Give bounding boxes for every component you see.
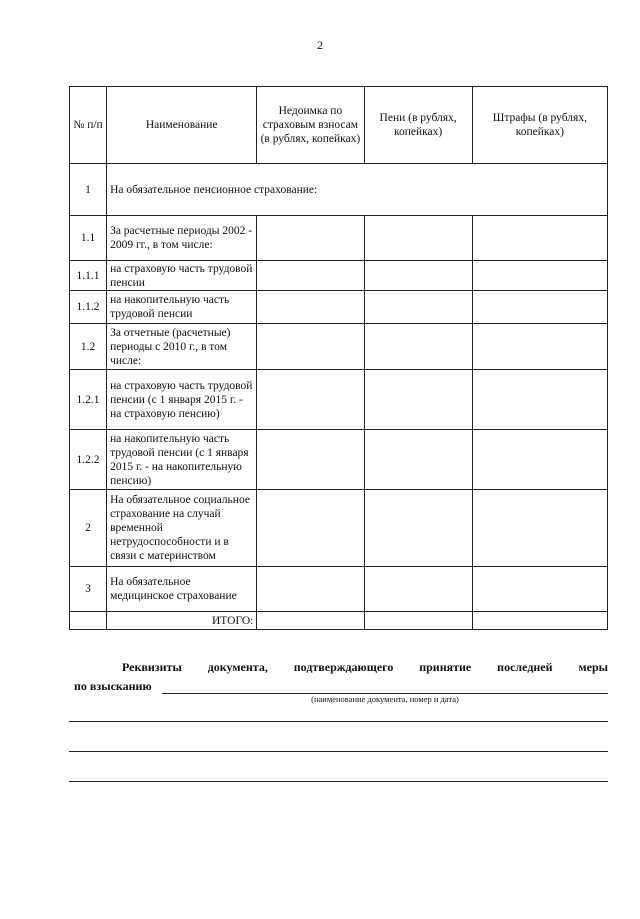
table-row	[70, 291, 608, 324]
total-label: ИТОГО:	[107, 612, 257, 630]
total-penalty-cell	[364, 612, 472, 630]
requisites-block	[74, 660, 608, 694]
blank-line[interactable]	[69, 751, 608, 752]
total-debt-cell	[257, 612, 364, 630]
table-row	[70, 324, 608, 370]
row-num: 1	[70, 164, 107, 216]
row-num: 1.1	[70, 216, 107, 261]
row-name: На обязательное пенсионное страхование:	[107, 164, 608, 216]
row-name: За отчетные (расчетные) периоды с 2010 г., в том числе:	[107, 324, 257, 370]
debt-cell	[257, 291, 364, 324]
penalty-cell	[364, 324, 472, 370]
penalty-cell	[364, 370, 472, 430]
fine-cell	[472, 430, 607, 490]
debt-cell	[257, 567, 364, 612]
debt-cell	[257, 324, 364, 370]
fine-cell	[472, 291, 607, 324]
row-num: 1.2.2	[70, 430, 107, 490]
document-requisites-field[interactable]	[162, 681, 608, 694]
requisites-word: Реквизиты	[122, 660, 182, 674]
row-name: на накопительную часть трудовой пенсии	[107, 291, 257, 324]
table-row	[70, 430, 608, 490]
debt-cell	[257, 490, 364, 567]
header-num: № п/п	[70, 87, 107, 164]
row-num: 3	[70, 567, 107, 612]
total-fine-cell	[472, 612, 607, 630]
debt-cell	[257, 216, 364, 261]
penalty-cell	[364, 216, 472, 261]
row-num: 1.1.1	[70, 261, 107, 291]
requisites-word: документа,	[207, 660, 268, 674]
row-name: За расчетные периоды 2002 - 2009 гг., в том числе:	[107, 216, 257, 261]
fine-cell	[472, 261, 607, 291]
total-num-cell	[70, 612, 107, 630]
requisites-line-2	[74, 679, 608, 694]
requisites-line-1	[74, 660, 608, 675]
table-row	[70, 216, 608, 261]
total-row	[70, 612, 608, 630]
row-num: 1.1.2	[70, 291, 107, 324]
fine-cell	[472, 324, 607, 370]
penalty-cell	[364, 291, 472, 324]
row-name: На обязательное социальное страхование на случай временной нетрудоспособности и в связи с материнством	[107, 490, 257, 567]
header-name: Наименование	[107, 87, 257, 164]
row-num: 2	[70, 490, 107, 567]
row-name: на страховую часть трудовой пенсии	[107, 261, 257, 291]
fine-cell	[472, 370, 607, 430]
fine-cell	[472, 490, 607, 567]
blank-line[interactable]	[69, 721, 608, 722]
debt-cell	[257, 430, 364, 490]
table-row	[70, 567, 608, 612]
requisites-word: меры	[578, 660, 608, 674]
table-row	[70, 370, 608, 430]
table-row	[70, 490, 608, 567]
row-name: на накопительную часть трудовой пенсии (с 1 января 2015 г. - на накопительную пенсию)	[107, 430, 257, 490]
row-num: 1.2	[70, 324, 107, 370]
debt-cell	[257, 261, 364, 291]
table-header-row	[70, 87, 608, 164]
row-num: 1.2.1	[70, 370, 107, 430]
fine-cell	[472, 567, 607, 612]
header-fine: Штрафы (в рублях, копейках)	[472, 87, 607, 164]
page-number: 2	[317, 38, 323, 52]
fine-cell	[472, 216, 607, 261]
header-penalty: Пени (в рублях, копейках)	[364, 87, 472, 164]
arrears-table	[69, 86, 608, 630]
requisites-hint: (наименование документа, номер и дата)	[311, 694, 459, 704]
requisites-word: подтверждающего	[293, 660, 394, 674]
penalty-cell	[364, 490, 472, 567]
table-row	[70, 261, 608, 291]
table-row	[70, 164, 608, 216]
header-debt: Недоимка по страховым взносам (в рублях, копейках)	[257, 87, 364, 164]
penalty-cell	[364, 261, 472, 291]
penalty-cell	[364, 567, 472, 612]
requisites-word: последней	[497, 660, 553, 674]
penalty-cell	[364, 430, 472, 490]
requisites-line-2-label: по взысканию	[74, 679, 152, 693]
debt-cell	[257, 370, 364, 430]
row-name: На обязательное медицинское страхование	[107, 567, 257, 612]
requisites-word: принятие	[419, 660, 472, 674]
blank-line[interactable]	[69, 781, 608, 782]
row-name: на страховую часть трудовой пенсии (с 1 января 2015 г. - на страховую пенсию)	[107, 370, 257, 430]
